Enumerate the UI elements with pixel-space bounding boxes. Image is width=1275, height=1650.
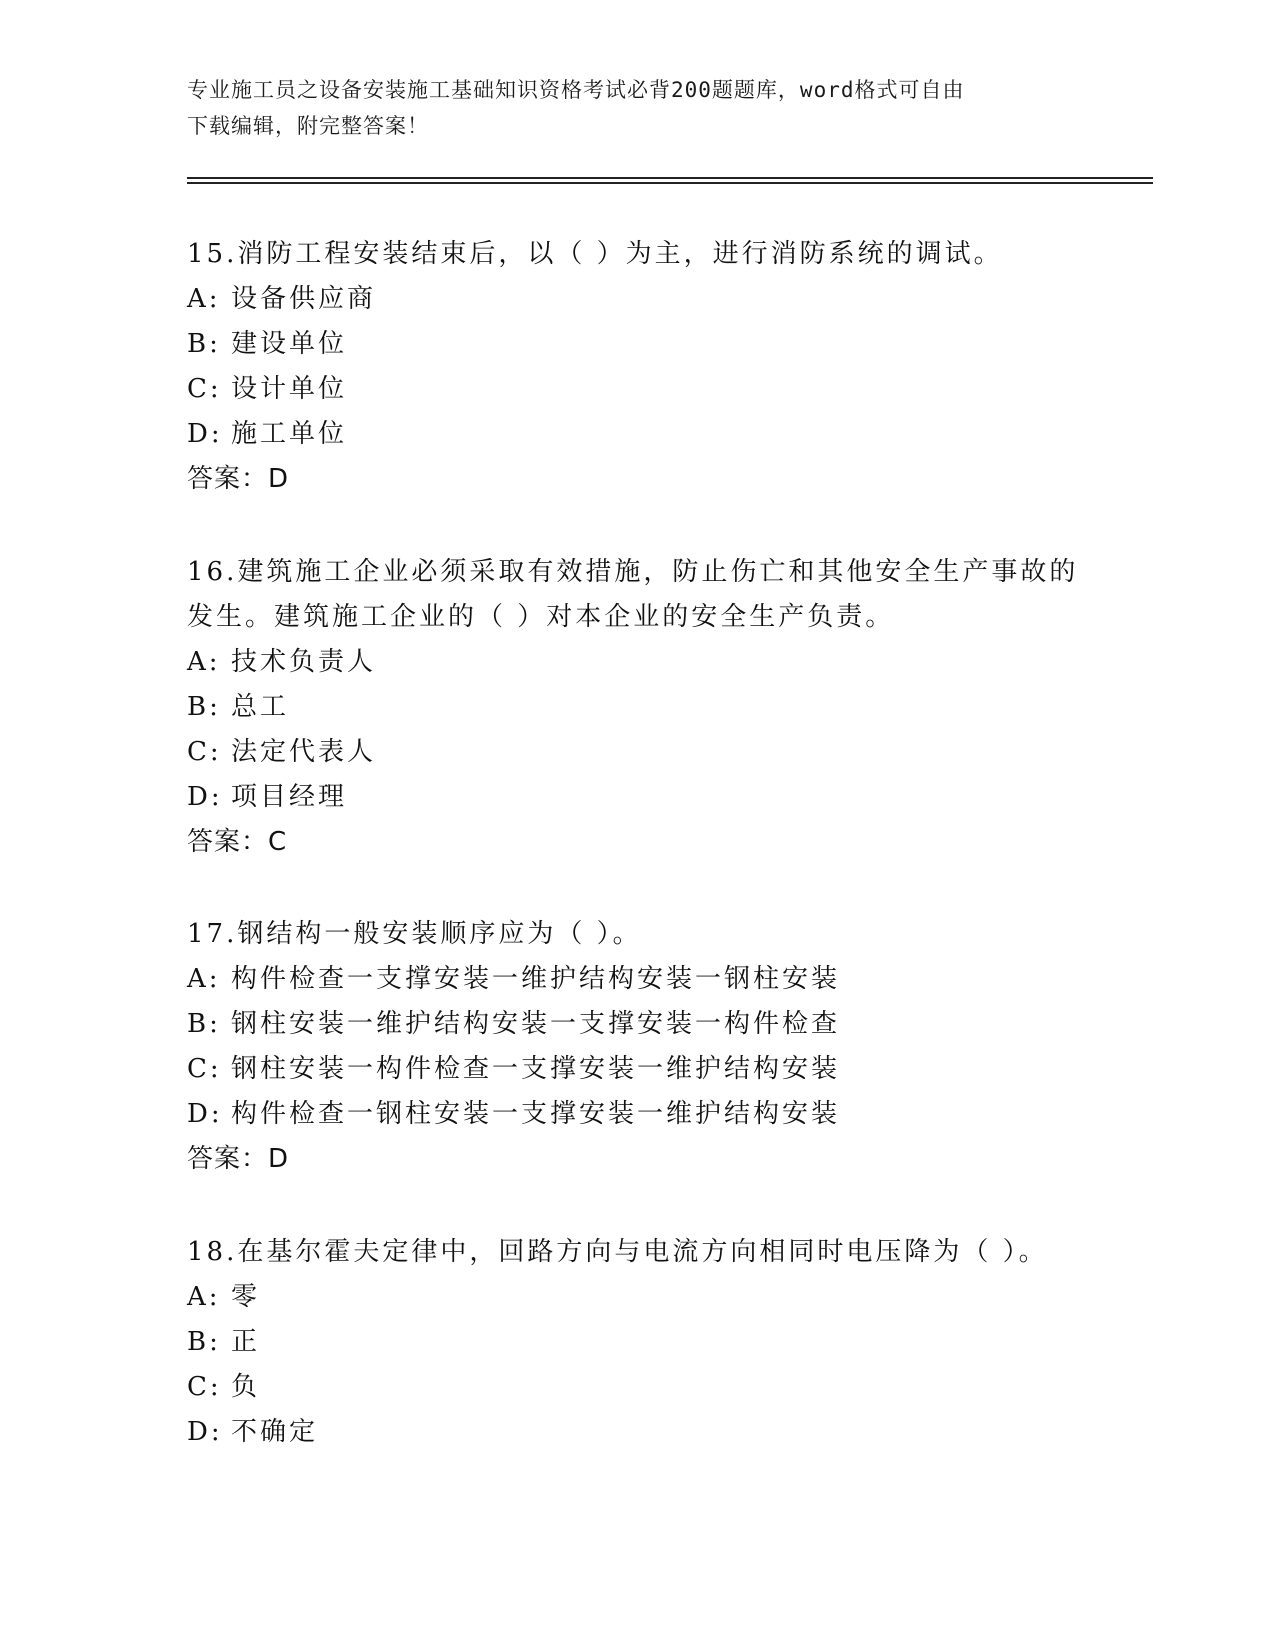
question-18 [187, 1230, 1087, 1455]
option-letter: B: [187, 692, 221, 722]
option-c [187, 1365, 1087, 1410]
header-line-1: 专业施工员之设备安装施工基础知识资格考试必背200题题库，word格式可自由 [187, 78, 965, 102]
option-text: 施工单位 [231, 419, 348, 449]
option-letter: D: [187, 1417, 223, 1447]
option-letter: C: [187, 1054, 222, 1084]
option-text: 建设单位 [231, 329, 348, 359]
option-text: 钢柱安装一构件检查一支撑安装一维护结构安装 [231, 1054, 841, 1084]
question-stem: 15.消防工程安装结束后，以（ ）为主，进行消防系统的调试。 [187, 239, 1003, 269]
option-letter: B: [187, 329, 221, 359]
option-letter: A: [187, 647, 221, 677]
option-c [187, 1047, 1087, 1092]
option-letter: C: [187, 1372, 222, 1402]
answer-line: 答案：D [187, 1144, 290, 1174]
option-text: 设计单位 [231, 374, 348, 404]
option-text: 不确定 [231, 1417, 319, 1447]
option-text: 零 [231, 1282, 261, 1312]
option-letter: C: [187, 737, 222, 767]
header-line-2: 下载编辑，附完整答案！ [187, 114, 429, 138]
option-text: 正 [231, 1327, 261, 1357]
option-letter: A: [187, 284, 221, 314]
option-a [187, 640, 1087, 685]
option-letter: B: [187, 1327, 221, 1357]
option-letter: D: [187, 1099, 223, 1129]
option-d [187, 775, 1087, 820]
option-text: 负 [231, 1372, 261, 1402]
option-text: 钢柱安装一维护结构安装一支撑安装一构件检查 [231, 1009, 841, 1039]
question-stem-line-1: 16.建筑施工企业必须采取有效措施，防止伤亡和其他安全生产事故的 [187, 557, 1079, 587]
option-letter: A: [187, 1282, 221, 1312]
question-stem-line-2: 发生。建筑施工企业的（ ）对本企业的安全生产负责。 [187, 602, 895, 632]
option-letter: D: [187, 419, 223, 449]
question-15 [187, 232, 1087, 502]
option-text: 项目经理 [231, 782, 348, 812]
header-divider-top [187, 177, 1153, 179]
answer-line: 答案：D [187, 464, 290, 494]
answer-line: 答案：C [187, 827, 288, 857]
option-d [187, 412, 1087, 457]
option-b [187, 685, 1087, 730]
option-c [187, 367, 1087, 412]
option-d [187, 1092, 1087, 1137]
option-text: 构件检查一支撑安装一维护结构安装一钢柱安装 [231, 964, 841, 994]
option-a [187, 1275, 1087, 1320]
option-a [187, 957, 1087, 1002]
option-letter: B: [187, 1009, 221, 1039]
option-b [187, 322, 1087, 367]
option-d [187, 1410, 1087, 1455]
question-stem: 18.在基尔霍夫定律中，回路方向与电流方向相同时电压降为（ ）。 [187, 1237, 1048, 1267]
question-16 [187, 550, 1087, 865]
header-divider-bottom [187, 182, 1153, 184]
document-header [187, 72, 1087, 144]
option-text: 设备供应商 [231, 284, 377, 314]
option-text: 总工 [231, 692, 290, 722]
option-b [187, 1002, 1087, 1047]
question-stem: 17.钢结构一般安装顺序应为（ ）。 [187, 919, 642, 949]
question-17 [187, 912, 1087, 1182]
option-letter: A: [187, 964, 221, 994]
option-text: 法定代表人 [231, 737, 377, 767]
option-letter: D: [187, 782, 223, 812]
option-text: 构件检查一钢柱安装一支撑安装一维护结构安装 [231, 1099, 841, 1129]
option-text: 技术负责人 [231, 647, 377, 677]
option-c [187, 730, 1087, 775]
option-b [187, 1320, 1087, 1365]
option-letter: C: [187, 374, 222, 404]
option-a [187, 277, 1087, 322]
